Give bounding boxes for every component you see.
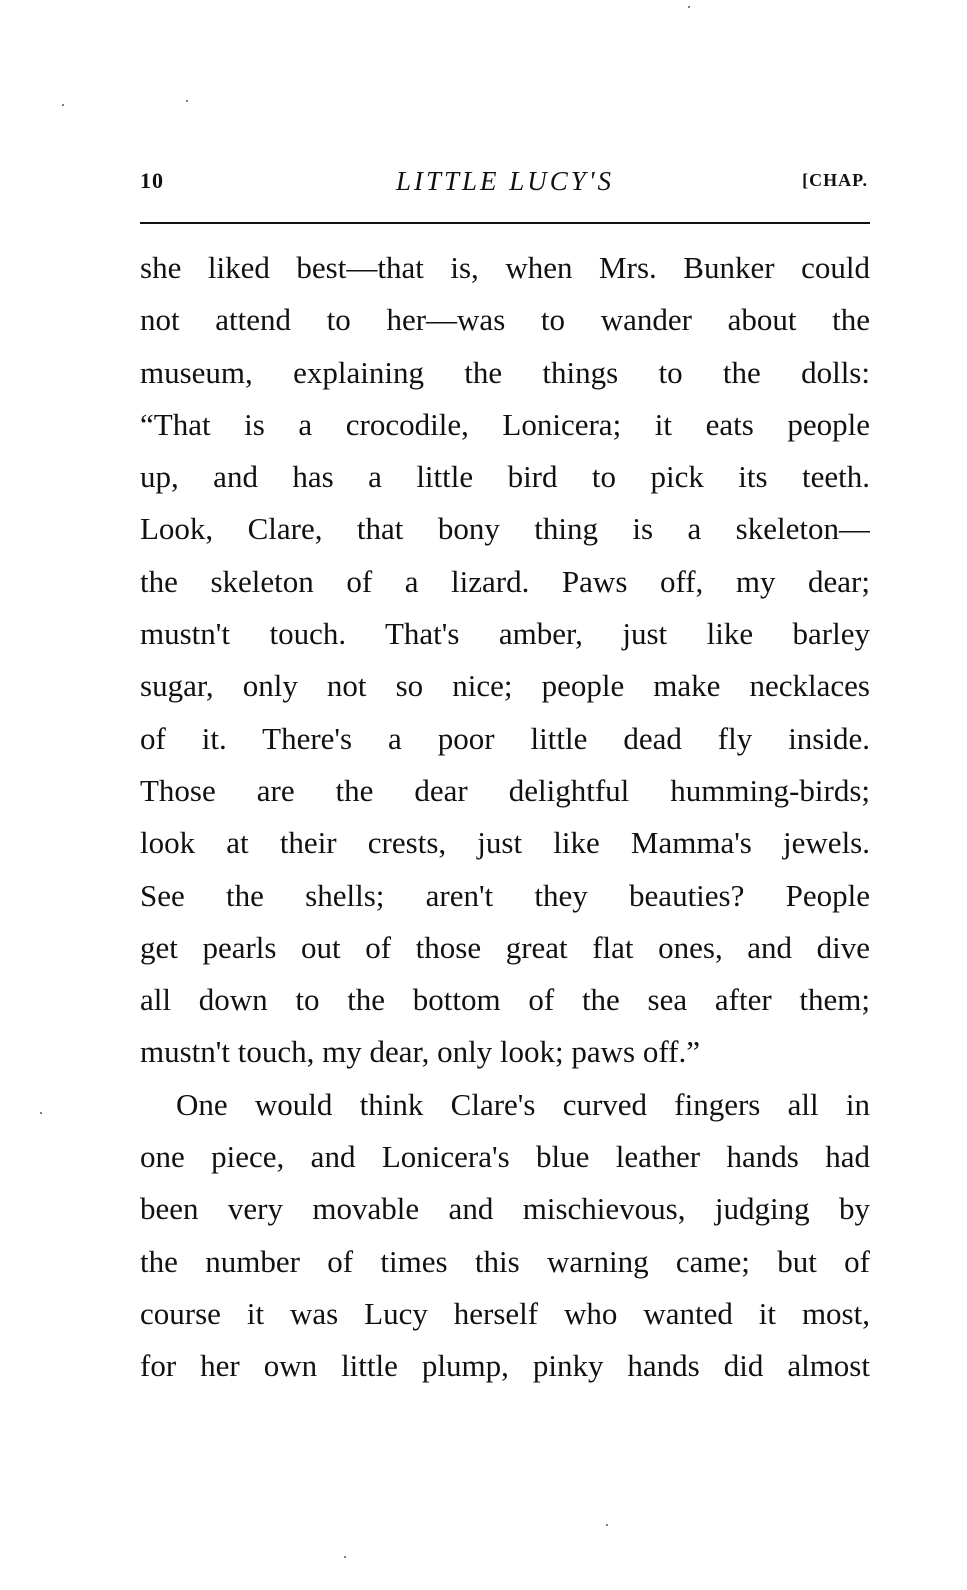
text-line: the number of times this warning came; but of (140, 1243, 870, 1279)
text-line: been very movable and mischievous, judging by (140, 1191, 870, 1227)
text-line: for her own little plump, pinky hands did almost (140, 1348, 870, 1384)
scan-speck (40, 1112, 42, 1114)
text-line: one piece, and Lonicera's blue leather hands had (140, 1139, 870, 1175)
text-line: mustn't touch. That's amber, just like barley (140, 616, 870, 652)
text-line: the skeleton of a lizard. Paws off, my dear; (140, 563, 870, 599)
scan-speck (688, 6, 690, 8)
text-line: sugar, only not so nice; people make necklaces (140, 668, 870, 704)
text-line: “That is a crocodile, Lonicera; it eats people (140, 406, 870, 442)
running-title: LITTLE LUCY'S (395, 166, 615, 196)
text-line: not attend to her—was to wander about the (140, 302, 870, 338)
page-header (140, 164, 870, 204)
text-line: all down to the bottom of the sea after them; (140, 982, 870, 1018)
text-line: get pearls out of those great flat ones, and dive (140, 929, 870, 965)
text-line: course it was Lucy herself who wanted it most, (140, 1295, 870, 1331)
text-line: One would think Clare's curved fingers all in (176, 1086, 870, 1122)
scan-speck (606, 1524, 608, 1526)
text-line: up, and has a little bird to pick its teeth. (140, 459, 870, 495)
text-line: Look, Clare, that bony thing is a skeleton— (140, 511, 870, 547)
paragraph (140, 1079, 870, 1393)
text-line: mustn't touch, my dear, only look; paws off.” (140, 1034, 700, 1070)
text-line: of it. There's a poor little dead fly inside. (140, 720, 870, 756)
text-line: Those are the dear delightful humming-birds; (140, 772, 870, 808)
page-number: 10 (140, 168, 164, 193)
text-line: museum, explaining the things to the dolls: (140, 354, 870, 390)
scan-speck (62, 104, 64, 106)
body-text (140, 242, 870, 1393)
scan-speck (186, 100, 188, 102)
paragraph (140, 242, 870, 1079)
text-line: she liked best—that is, when Mrs. Bunker could (140, 250, 870, 285)
chapter-mark: [CHAP. (802, 170, 868, 190)
scan-speck (344, 1556, 346, 1558)
text-line: look at their crests, just like Mamma's jewels. (140, 825, 870, 861)
text-line: See the shells; aren't they beauties? People (140, 877, 870, 913)
header-rule (140, 222, 870, 224)
